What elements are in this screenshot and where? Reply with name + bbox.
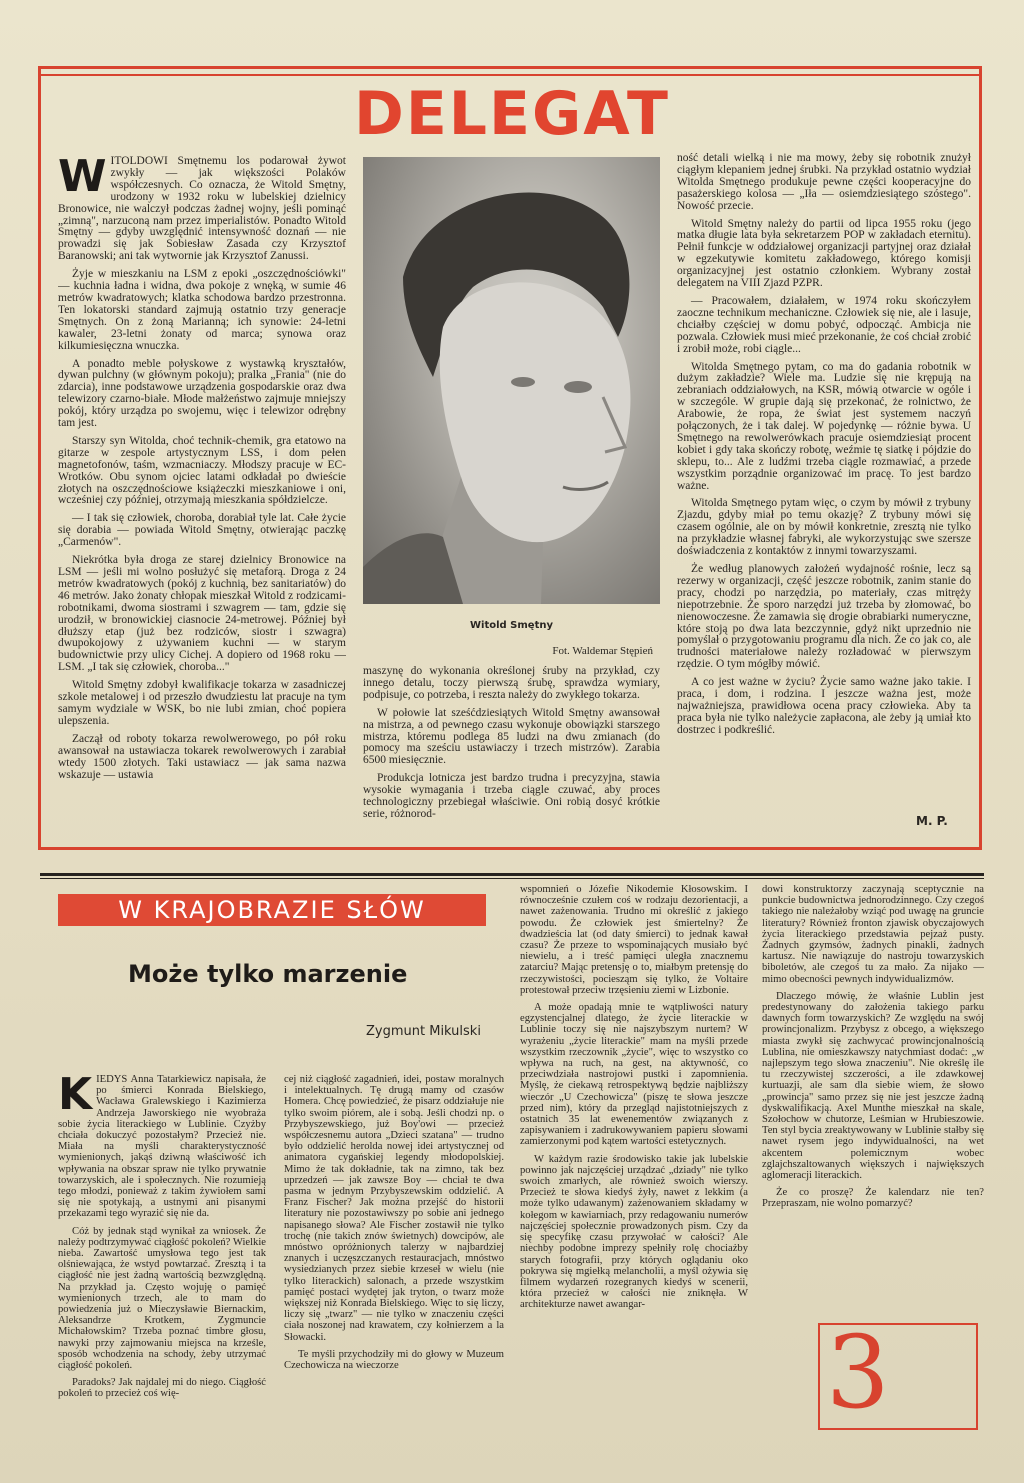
article-signature: M. P. xyxy=(916,814,948,828)
article1-c1-p5: Niekrótka była droga ze starej dzielnicy Bronowice na LSM — jeśli mi wolno posłużyć się metaforą. Droga z 24 metrów kwadratowych (pokój z kuchnią, bez sanitariatów) do 46 metrów. Jako żonaty chłopak mieszkał Witold z rodzicami-robotnikami, dwoma siostrami i szwagrem — tam, gdzie się urodził, w bronowickiej ciasnocie 24-metrowej. Później był dłuższy etap (już bez rodziców, siostr i szwagra) dwupokojowy z używaniem kuchni — w starym budownictwie przy ulicy Cichej. A dopiero od 1968 roku — LSM. „I tak się człowiek, choroba..." xyxy=(58,554,346,674)
article1-c3-p1: Witold Smętny należy do partii od lipca 1955 roku (jego matka długie lata była sekretarzem POP w zakładach eternitu). Pełnił funkcje w oddziałowej organizacji partyjnej oraz działał w egzekutywie komitetu zakładowego, którego komisji organizacyjnej jest ostatnio członkiem. Wybrany został delegatem na VIII Zjazd PZPR. xyxy=(677,217,971,290)
article1-c1-p6: Witold Smętny zdobył kwalifikacje tokarza w zasadniczej szkole metalowej i od przeszło dwudziestu lat pracuje na tym samym wydziale w WSK, bo nie lubi zmian, choć popiera ulepszenia. xyxy=(58,679,346,727)
article2-c3-p2: W każdym razie środowisko takie jak lubelskie powinno jak najczęściej urządzać „dziady" nie tylko swoich zmarłych, ale również swoich wierszy. Przecież te słowa kiedyś żyły, nawet z lekkim (a może tylko udawanym) zażenowaniem składamy w kołegom w kawiarniach, przy redagowaniu numerów najczęściej społecznie prowadzonych pism. Czy da się specyfikę czasu przywołać w całości? Ale niechby podobne imprezy spełniły rolę chociażby starych fotografii, przy których oglądaniu oko pokrywa się mgiełką melancholii, a myśl ożywia się filmem wydarzeń rozegranych kiedyś w scenerii, która przecież w całości nie zniknęła. W architekturze nawet awangar- xyxy=(520,1153,748,1311)
frame-inner-line xyxy=(40,74,980,76)
dropcap-k: K xyxy=(58,1074,93,1120)
article2-c1-p0: KIEDYŚ Anna Tatarkiewicz napisała, że po śmierci Konrada Bielskiego, Wacława Gralewskiego i Kazimierza Andrzeja Jaworskiego nie wyobraża sobie życia literackiego w Lublinie. Czyżby chciała dokuczyć pozostałym? Przecież nie. Miała na myśli charakterystyczność wymienionych, jakąś dziwną właściwość ich wpływania na obszar spraw nie tylko prywatnie towarzyskich, ale i społecznych. Nie rozumieją tego młodzi, ponieważ z takim żywiołem sami się nie spotykają, a ustnymi ani pisanymi przekazami tego wyrazić się nie da. xyxy=(58,1074,266,1220)
article1-c3-p6: A co jest ważne w życiu? Życie samo ważne jako takie. I praca, i dom, i rodzina. I jeszcze ważna jest, może najważniejsza, prawidłowa ocena pracy człowieka. Aby ta praca była nie tylko należycie zapłacona, ale żeby ją umiał kto dostrzec i podkreślić. xyxy=(677,676,971,736)
headline: DELEGAT xyxy=(354,79,670,149)
article2-c2-p0: cej niż ciągłość zagadnień, idei, postaw moralnych i intelektualnych. Tę drugą mamy od czasów Homera. Chcę powiedzieć, że pisarz oddziałuje nie tylko swoim piórem, ale i sobą. Jeśli chodzi np. o Przybyszewskiego, już Boy'owi — przecież współczesnemu autora „Dzieci szatana" — trudno było oddzielić herolda nowej idei artystycznej od animatora cygańskiej legendy młodopolskiej. Mimo że tak dokładnie, tak na zimno, tak bez uprzedzeń — jak zawsze Boy — chciał te dwa pasma w jednym Przybyszewskim oddzielić. A Franz Fischer? Jak można przejść do historii literatury nie pozostawiwszy po sobie ani jednego napisanego słowa? Ale Fischer zostawił nie tylko trochę (nie takich znów świetnych) dowcipów, ale mnóstwo opróżnionych talerzy w najbardziej znanych i uczęszczanych restauracjach, mnóstwo wysiedzianych przez siebie krzeseł w wielu (nie tylko literackich) salonach, a przede wszystkim pamięć postaci wydętej jak tryton, o twarz może większej niż Konrada Bielskiego. Więc to się liczy, liczy się „twarz" — nie tylko w znaczeniu części ciała noszonej nad krawatem, czy kołnierzem a la Słowacki. xyxy=(284,1074,504,1343)
article1-column-1 xyxy=(58,156,346,844)
article1-c2-p1: W połowie lat sześćdziesiątych Witold Smętny awansował na mistrza, a od pewnego czasu wykonuje obowiązki starszego mistrza, któremu podlega 85 ludzi na dwu zmianach (do pomocy ma sześciu ustawiaczy i trzech mistrzów). Zarabia 6500 miesięcznie. xyxy=(363,706,660,767)
page-number: 3 xyxy=(826,1314,890,1431)
article2-column-3 xyxy=(520,884,748,1450)
portrait-illustration xyxy=(363,157,660,604)
article1-c3-p0: ność detali wielką i nie ma mowy, żeby się robotnik znużył ciągłym klepaniem jednej śrubki. Na przykład ostatnio wydział Witolda Smętnego produkuje pewne części kooperacyjne do pasażerskiego kolosa — „Iła — osiemdziesiątego szóstego". Nowość przecie. xyxy=(677,153,971,212)
article1-c1-p2: A ponadto meble połyskowe z wystawką kryształów, dywan pulchny (w głównym pokoju); pralka „Frania" (nie do zdarcia), inne podstawowe urządzenia gospodarskie oraz dwa telewizory czarno-białe. Młode małżeństwo zajmuje mniejszy pokój, który urządza po swojemu, więc i telewizor odrębny tam jest. xyxy=(58,357,346,430)
dropcap-w: W xyxy=(58,156,107,202)
photo-credit: Fot. Waldemar Stępień xyxy=(552,645,653,657)
article1-column-3 xyxy=(677,153,971,801)
article2-c1-p2: Paradoks? Jak najdalej mi do niego. Ciągłość pokoleń to przecież coś wię- xyxy=(58,1377,266,1400)
column-banner: W KRAJOBRAZIE SŁÓW xyxy=(58,894,486,926)
article2-column-2 xyxy=(284,1074,504,1450)
section-divider xyxy=(40,873,984,876)
article1-c1-p4: — I tak się człowiek, choroba, dorabiał tyle lat. Całe życie się dorabia — powiada Witold Smętny, otwierając paczkę „Carmenów". xyxy=(58,512,346,549)
article2-c4-p0: dowi konstruktorzy zaczynają sceptycznie na punkcie budownictwa jednorodzinnego. Czy czegoś takiego nie należałoby wziąć pod uwagę na gruncie literatury? Również fronton zjawisk obyczajowych życia literackiego przedstawia pejzaż pusty. Żadnych gzymsów, żadnych pinakli, żadnych kartusz. Nie nawiązuje do nastroju towarzyskich biboletów, ale czegoś tu za mało. Za nijako — mimo obecności pewnych indywidualizmów. xyxy=(762,884,984,985)
article1-c1-p3: Starszy syn Witolda, choć technik-chemik, gra etatowo na gitarze w zespole artystycznym LSS, i dom pełen magnetofonów, taśm, wzmacniaczy. Młodszy pracuje w EC-Wrotków. Obu synom ojciec latami odkładał po dwieście złotych na oszczędnościowe książeczki mieszkaniowe i oni, wcześniej czy później, otrzymają mieszkania spółdzielcze. xyxy=(58,434,346,507)
article1-c1-p0: WITOLDOWI Smętnemu los podarował żywot zwykły — jak większości Polaków współczesnych. Co oznacza, że Witold Smętny, urodzony w 1932 roku w lubelskiej dzielnicy Bronowice, nie walczył podczas żadnej wojny, jeśli pominąć „zimną", narzuconą nam przez imperialistów. Ponadto Witold Smętny — gdyby uwzględnić intensywność doznań — nie prowadzi się jak Sobiesław Zasada czy Krzysztof Baranowski; ani tak wytwornie jak Krzysztof Zanussi. xyxy=(58,156,346,263)
article1-c2-p0: maszynę do wykonania określonej śruby na przykład, czy innego detalu, toczy pierwszą śrubę, sprawdza wymiary, podpisuje, co potrzeba, i reszta należy do zwykłego tokarza. xyxy=(363,666,660,701)
article1-c3-p3: Witolda Smętnego pytam, co ma do gadania robotnik w dużym zakładzie? Wiele ma. Ludzie się nie krępują na zebraniach oddziałowych, na KSR, mówią otwarcie w ogóle i w szczególe. W grupie dają się przekonać, że rolnictwo, że Arabowie, że ropa, że świat jest systemem naczyń połączonych, że i tak dalej. W pojedynkę — różnie bywa. U Smętnego na rewolwerówkach pracuje osiemdziesiąt procent kobiet i gdy taka skończy robotę, weźmie tę siatkę i pójdzie do sklepu, to... Ale z ludźmi trzeba ciągle rozmawiać, a przede wszystkim porządnie organizować im pracę. To jest bardzo ważne. xyxy=(677,360,971,492)
article1-c2-p2: Produkcja lotnicza jest bardzo trudna i precyzyjna, stawia wysokie wymagania i trzeba ciągle czuwać, aby proces technologiczny przebiegał właściwie. Oni robią dosyć krótkie serie, różnorod- xyxy=(363,772,660,820)
portrait-photo xyxy=(363,157,660,604)
article1-c1-p7: Zaczął od roboty tokarza rewolwerowego, po pół roku awansował na ustawiacza tokarek rewolwerowych i zarabiał wtedy 1500 złotych. Taki ustawiacz — jak sama nazwa wskazuje — ustawia xyxy=(58,732,346,781)
article2-c4-p2: Że co proszę? Że kalendarz nie ten? Przepraszam, nie wolno pomarzyć? xyxy=(762,1187,984,1210)
article2-c1-p1: Cóż by jednak stąd wynikał za wniosek. Że należy podtrzymywać ciągłość pokoleń? Wielkie nieba. Zawartość umysłowa tego jest tak olśniewająca, że wstyd powtarzać. Zresztą i ta ciągłość nie jest żadną wartością bezwzględną. Na przykład ja. Często wojuję o pamięć wymienionych trzech, ale to mam do powiedzenia już o Mieczysławie Biernackim, Aleksandrze Krotkem, Zygmuncie Michałowskim? Trzeba poznać timbre głosu, nawyki przy zajmowaniu miejsca na krześle, sposób wchodzenia na schody, żeby utrzymać ciągłość pokoleń. xyxy=(58,1225,266,1372)
article2-c2-p1: Te myśli przychodziły mi do głowy w Muzeum Czechowicza na wieczorze xyxy=(284,1348,504,1372)
photo-caption: Witold Smętny xyxy=(470,620,553,631)
article-title: Może tylko marzenie xyxy=(128,960,408,988)
article1-column-2 xyxy=(363,666,660,846)
section-divider-thin xyxy=(40,878,984,879)
article2-c4-p1: Dlaczego mówię, że właśnie Lublin jest predestynowany do założenia takiego parku dawnych form towarzyskich? Ze względu na swój prowincjonalizm. Przybysz z obcego, a większego miasta zwykł się zachwycać prowincjonalnością Lublina, nie omieszkawszy natychmiast dodać: „w najlepszym tego słowa znaczeniu". Nie określę ile tu rzeczywistej szczerości, a ile zdawkowej kurtuazji, ale sam dla siebie wiem, że słowo „prowincja" samo przez się nie jest jeszcze żadną dyskwalifikacją. Axel Munthe mieszkał na skale, Szołochow w chutorze, Leśmian w Hrubieszowie. Ten styl bycia zreaktywowany w Lublinie stałby się nawet rysem jego indywidualności, na wet akcentem polemicznym wobec zglajchszaltowanych większych i największych aglomeracji literackich. xyxy=(762,990,984,1182)
article1-c3-p2: — Pracowałem, działałem, w 1974 roku skończyłem zaoczne technikum mechaniczne. Człowiek się nie, ale i lasuje, chciałby częściej w domu pobyć, odpocząć. Ambicja nie pozwala. Człowiek musi mieć przekonanie, że coś chciał zrobić i zrobił może, robi ciągle... xyxy=(677,294,971,355)
article2-column-1 xyxy=(58,1074,266,1450)
article2-c3-p1: A może opadają mnie te wątpliwości natury egzystencjalnej dlatego, że życie literackie w Lublinie toczy się nie najszybszym nurtem? W wyrażeniu „życie literackie" mam na myśli przede wszystkim rzeczownik „życie", więc to wszystko co wpływa na ruch, na gest, na aktywność, co przeciwdziała nastrojowi pustki i zapomnienia. Myślę, że ciekawą retrospektywą będzie najbliższy wieczór „U Czechowicza" (piszę te słowa jeszcze przed nim), który da przegląd najistotniejszych z ostatnich 35 lat ewenementów związanych z zapisywaniem i zadrukowywaniem papieru słowami zamierzonymi pod kątem wartości estetycznych. xyxy=(520,1002,748,1148)
article1-c1-p1: Żyje w mieszkaniu na LSM z epoki „oszczędnościówki" — kuchnia ładna i widna, dwa pokoje z wnęką, w sumie 46 metrów kwadratowych; klatka schodowa bardzo przestronna. Ten lokatorski standard zajmują ostatnio trzy generacje Smętnych. On z żoną Marianną; ich synowie: 24-letni kawaler, 23-letni żonaty od marca; synowa oraz kilkumiesięczna wnuczka. xyxy=(58,268,346,352)
article2-c3-p0: wspomnień o Józefie Nikodemie Kłosowskim. I równocześnie czułem coś w rodzaju dezorientacji, a nawet zażenowania. Trudno mi określić z jakiego powodu. Że człowiek jest śmiertelny? Że dwadzieścia lat (od daty śmierci) to jednak kawał czasu? Że przeze to wspominających musiało być niewielu, a i treść pamięci uległa znacznemu zatarciu? Mając pretensję o to, miałbym pretensję do rzeczywistości, pociesząm się tylko, że Voltaire protestował przeciw trzęsieniu ziemi w Lizbonie. xyxy=(520,884,748,996)
article2-column-4 xyxy=(762,884,984,1304)
article-author: Zygmunt Mikulski xyxy=(366,1024,481,1039)
article1-c3-p5: Że według planowych założeń wydajność rośnie, lecz są rezerwy w organizacji, część jeszcze robotnik, zanim stanie do pracy, chodzi po narzędzia, po materiały, czas mitręży niepotrzebnie. Że sporo narzędzi już trzeba by złomować, bo nienowoczesne. Że zamawia się drogie obrabiarki numeryczne, które stoją po dwa lata bezczynnie, gdyż nikt uprzednio nie pomyślał o przygotowaniu programu dla nich. Że co jak co, ale trudności materiałowe należy rozładować w pierwszym rzędzie. O tym mógłby mówić. xyxy=(677,563,971,671)
article1-c3-p4: Witolda Smętnego pytam więc, o czym by mówił z trybuny Zjazdu, gdyby miał po temu okazję? Z trybuny mówi się czasem ogólnie, ale on by mówił konkretnie, zresztą nie tylko na przykładzie własnej fabryki, ale wykorzystując swe szersze doświadczenia z kontaktów z innymi towarzyszami. xyxy=(677,497,971,558)
